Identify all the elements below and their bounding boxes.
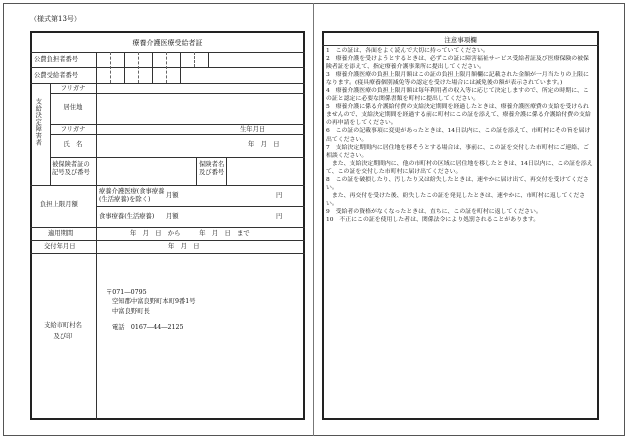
digit-box-divider [124, 52, 125, 83]
row-divider [50, 157, 305, 158]
digit-dash [194, 52, 195, 67]
col-divider [226, 157, 227, 185]
row-divider [30, 83, 305, 84]
digit-dash [166, 52, 167, 83]
row-divider [30, 185, 305, 186]
birthdate-label: 生年月日 [240, 126, 266, 133]
notes-item: 10 不正にこの証を使用した者は、関係法令により処罰されることがあります。 [326, 216, 540, 223]
row-divider [50, 124, 305, 125]
notes-title: 注意事項欄 [444, 36, 477, 44]
digit-box-divider [208, 52, 209, 67]
period-value: 年 月 日 から 年 月 日 まで [130, 230, 250, 237]
insurer-label: 保険者名及び番号 [199, 161, 225, 176]
issue-date-label: 交付年月日 [44, 243, 76, 250]
digit-dash [110, 52, 111, 83]
notes-item: 8 この証を破損したり、汚したり又は紛失したときは、速やかに届け出て、再交付を受けてください。 [326, 176, 589, 191]
col-divider [96, 52, 97, 83]
digit-dash [138, 52, 139, 83]
form-number: （様式第13号） [30, 15, 81, 23]
row-divider [30, 253, 305, 254]
notes-item: 2 療養介護を受けようとするときは、必ずこの証に障害福祉サービス受給者証及び医療保険の被保険者証を添えて、指定療養介護事業所に提出してください。 [326, 56, 589, 71]
col-divider [50, 83, 51, 185]
payer-number-label: 公費負担者番号 [34, 56, 79, 63]
row-divider [30, 240, 305, 241]
notes-item: 9 受給者の資格がなくなったときは、直ちに、この証を町村に返してください。 [326, 208, 542, 215]
limit-2-monthly: 月額 [166, 213, 179, 220]
fold-line [313, 3, 314, 436]
limit-label: 負担上限月額 [40, 201, 78, 208]
notes-list [326, 47, 594, 224]
limit-1-monthly: 月額 [166, 192, 179, 199]
side-label: 支給決定障害者 [34, 98, 42, 146]
issuer-postal: 〒071―0795 [106, 289, 147, 296]
issuer-mayor: 中富良野町長 [112, 308, 150, 315]
row-divider [30, 52, 305, 53]
row-divider [50, 93, 305, 94]
row-divider [30, 67, 305, 68]
digit-box-divider [180, 52, 181, 83]
name-label: 氏 名 [63, 141, 83, 148]
notes-item: 6 この証の記載事項に変更があったときは、14日以内に、この証を添えて、市町村にその旨を届け出てください。 [326, 128, 591, 143]
issuer-label-1: 支給市町村名 [44, 322, 82, 329]
digit-box-divider [152, 52, 153, 83]
notes-item: 5 療養介護に係る介護給付費の支給決定期間を経過したときは、療養介護医療費の支給を受けられませんので、支給決定期間を経過する前に町村にこの証を添えて、療養介護に係る介護給付費の支給の再申請をしてください。 [326, 104, 591, 127]
notes-item: 7 支給決定期間内に居住地を移そうとする場合は、事前に、この証を交付した市町村にご連絡、ご相談ください。 [326, 144, 589, 159]
insurance-card-label: 被保険者証の記号及び番号 [52, 161, 90, 176]
address-label: 居住地 [63, 104, 83, 111]
issue-date-value: 年 月 日 [168, 243, 200, 250]
col-divider [96, 253, 97, 420]
col-divider [196, 157, 197, 185]
notes-header-divider [322, 45, 599, 46]
row-divider [96, 206, 305, 207]
notes-item: また、再交付を受けた後、紛失したこの証を発見したときは、速やかに、市町村に返してください。 [326, 192, 586, 207]
notes-item: 1 この証は、各面をよく読んで大切に持っていてください。 [326, 48, 489, 54]
furigana2-label: フリガナ [60, 126, 86, 133]
certificate-title: 療養介護医療受給者証 [132, 39, 203, 47]
limit-2-yen: 円 [276, 213, 283, 220]
birthdate-value: 年 月 日 [248, 141, 280, 148]
col-divider [96, 83, 97, 253]
recipient-number-label: 公費受給者番号 [34, 72, 79, 79]
notes-item: 3 療養介護医療の負担上限月額はこの証の負担上限月額欄に記載された金額が一月当たりの上限になります。(寝具療養個別減免等の認定を受けた場合には減免後の額が表示されています。) [326, 72, 589, 87]
limit-2-label: 食事療養(生活療養) [99, 213, 155, 220]
limit-1-label: 療養介護医療(食事療養(生活療養)を除く) [99, 188, 165, 203]
issuer-address: 空知郡中富良野町本町9番1号 [112, 298, 196, 305]
notes-item: また、支給決定期間内に、他の市町村の区域に居住地を移したときは、14日以内に、この証を添えて、この証を交付した市町村に届け出てください。 [326, 160, 593, 175]
issuer-phone: 電話 0167―44―2125 [112, 324, 184, 331]
issuer-label-2: 及び印 [53, 333, 73, 340]
notes-item: 4 療養介護医療の負担上限月額は毎年利用者の収入等に応じて決定しますので、所定の時期に、この証と認定に必要な関係書類を町村に提出してください。 [326, 88, 589, 103]
row-divider [30, 227, 305, 228]
row-divider [50, 134, 305, 135]
limit-1-yen: 円 [276, 192, 283, 199]
period-label: 適用期間 [48, 230, 74, 237]
furigana-label: フリガナ [60, 85, 86, 92]
